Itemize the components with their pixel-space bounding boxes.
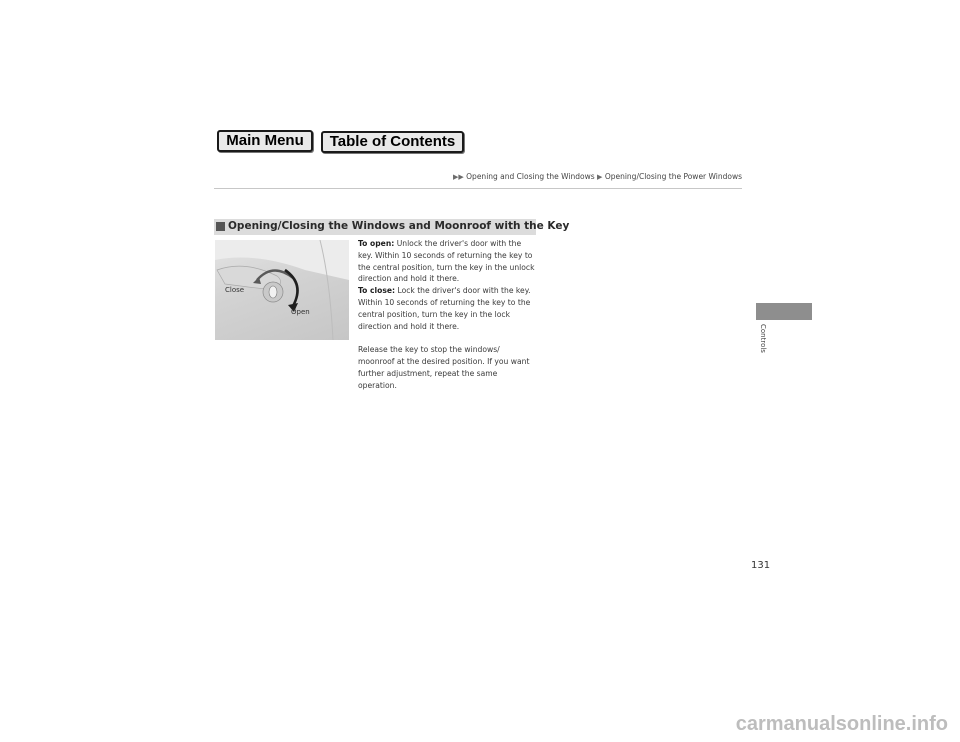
main-menu-button[interactable]: Main Menu bbox=[217, 130, 313, 152]
close-heading: To close: bbox=[358, 286, 396, 296]
breadcrumb-item-power-windows[interactable]: Opening/Closing the Power Windows bbox=[604, 172, 742, 181]
close-text: Lock the driver's door with the key. Within 10 seconds of returning the key to the central position, turn the key in the lock direction and hold it there. bbox=[358, 286, 531, 331]
section-title: Opening/Closing the Windows and Moonroof with the Key bbox=[228, 220, 570, 232]
breadcrumb-separator-icon: ▶ bbox=[597, 173, 603, 181]
open-heading: To open: bbox=[358, 239, 395, 248]
header-divider bbox=[214, 188, 742, 189]
section-square-icon bbox=[216, 222, 225, 231]
section-heading-bar bbox=[214, 219, 570, 235]
close-direction-label: Close bbox=[225, 286, 245, 294]
key-door-illustration bbox=[215, 240, 349, 340]
site-watermark: carmanualsonline.info bbox=[735, 713, 948, 735]
open-direction-label: Open bbox=[291, 308, 310, 316]
release-instruction: Release the key to stop the windows/ moonroof at the desired position. If you want further adjustment, repeat the same operation. bbox=[358, 345, 530, 390]
close-instruction bbox=[358, 285, 538, 332]
instruction-text bbox=[358, 238, 538, 391]
section-side-tab[interactable] bbox=[756, 303, 812, 320]
breadcrumb-item-windows[interactable]: Opening and Closing the Windows bbox=[466, 172, 595, 181]
page-number: 131 bbox=[751, 560, 771, 571]
breadcrumb-arrow-icon: ▶▶ bbox=[452, 173, 464, 181]
breadcrumb bbox=[453, 172, 742, 181]
table-of-contents-button[interactable]: Table of Contents bbox=[321, 131, 464, 153]
section-side-label: Controls bbox=[759, 324, 767, 353]
open-text: Unlock the driver's door with the key. Within 10 seconds of returning the key to the central position, turn the key in the unlock direction and hold it there. bbox=[358, 239, 535, 284]
open-instruction bbox=[358, 238, 538, 285]
